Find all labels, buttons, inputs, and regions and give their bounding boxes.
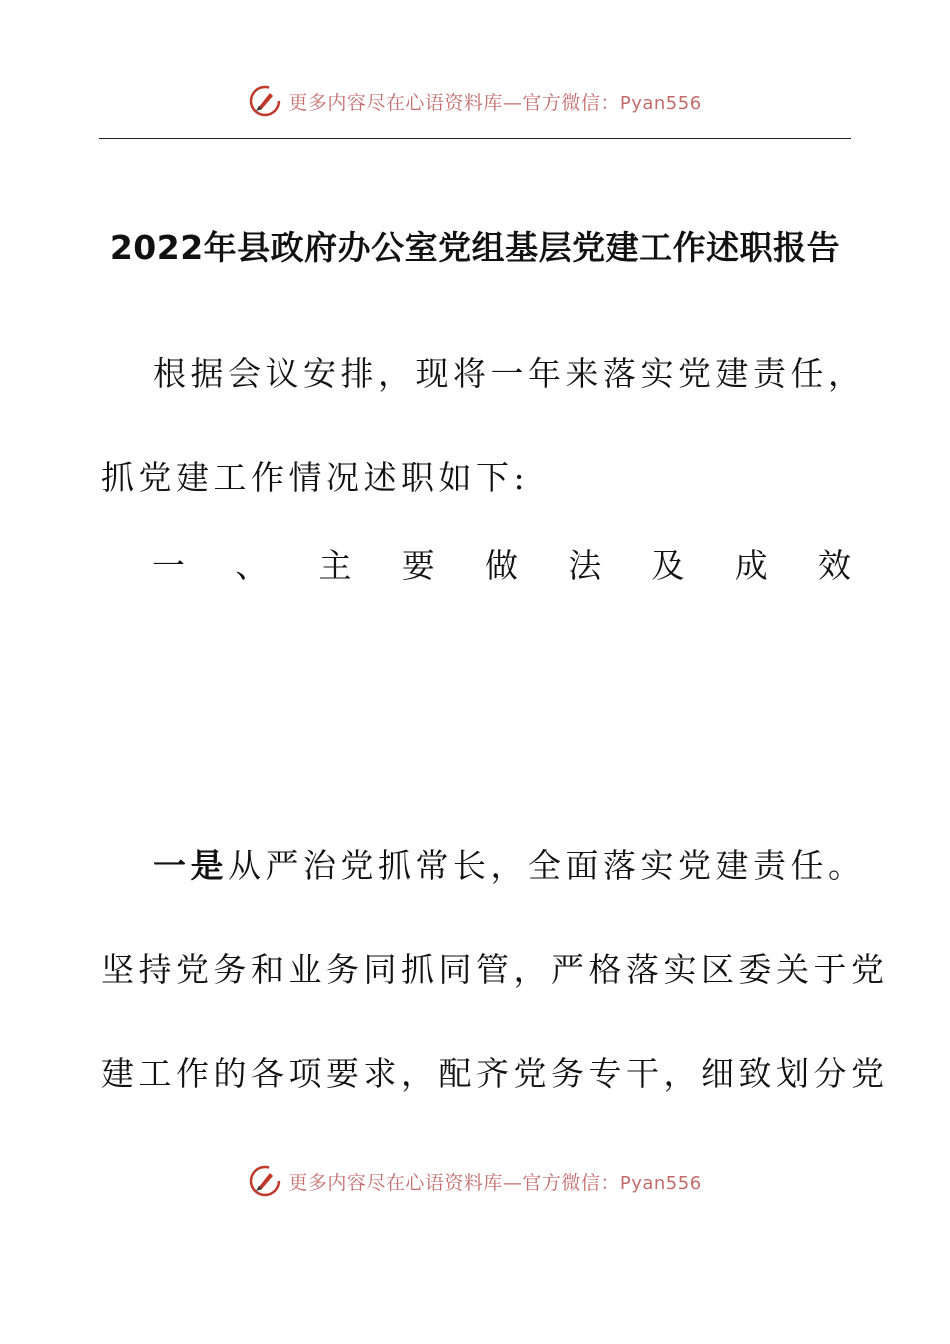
paragraph-2-line-3: 建工作的各项要求，配齐党务专干，细致划分党: [101, 1054, 889, 1093]
section-heading-char: 、: [235, 546, 269, 585]
pen-nib-logo-icon: [248, 1164, 282, 1198]
document-title: 2022年县政府办公室党组基层党建工作述职报告: [109, 228, 841, 267]
section-heading-char: 及: [651, 546, 685, 585]
watermark-id: Pyan556: [619, 1172, 702, 1194]
section-heading-char: 要: [401, 546, 435, 585]
section-heading-char: 法: [568, 546, 602, 585]
watermark-text: 更多内容尽在心语资料库—官方微信：Pyan556: [288, 91, 702, 114]
section-heading: [152, 540, 851, 587]
watermark-id: Pyan556: [619, 92, 702, 114]
footer-watermark: [0, 1164, 950, 1198]
paragraph-1-line-2: 抓党建工作情况述职如下:: [101, 458, 530, 497]
paragraph-1-line-1: 根据会议安排，现将一年来落实党建责任，: [153, 354, 866, 393]
paragraph-2-line-1-text: 从严治党抓常长，全面落实党建责任。: [228, 846, 866, 885]
watermark-text: 更多内容尽在心语资料库—官方微信：Pyan556: [288, 1171, 702, 1194]
header-watermark: [0, 84, 950, 118]
header-rule: [99, 138, 851, 139]
section-heading-char: 做: [485, 546, 518, 585]
section-heading-char: 主: [318, 546, 352, 585]
section-heading-char: 成: [734, 546, 768, 585]
section-heading-char: 一: [152, 546, 185, 585]
section-heading-char: 效: [818, 546, 851, 585]
paragraph-2-line-2: 坚持党务和业务同抓同管，严格落实区委关于党: [101, 950, 889, 989]
paragraph-2-lead: 一是: [153, 846, 228, 885]
pen-nib-logo-icon: [248, 84, 282, 118]
paragraph-2-line-1: [101, 840, 866, 887]
